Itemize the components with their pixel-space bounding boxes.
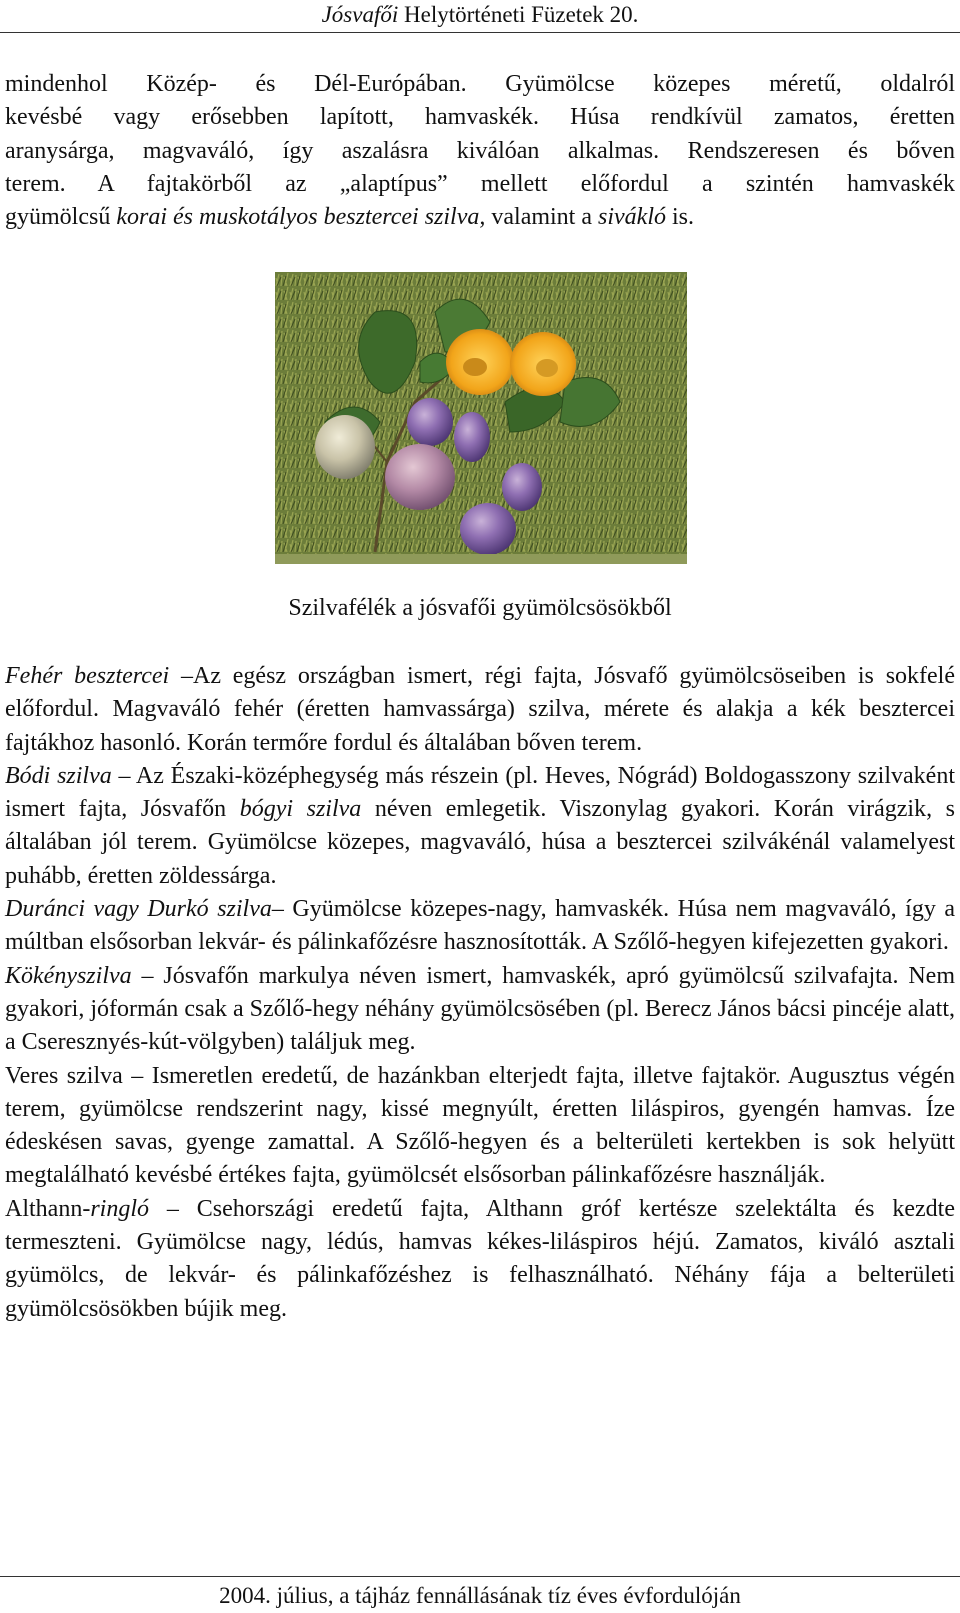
entry-text: – Csehországi eredetű fajta, Althann gróf kertésze szelektálta és kezdte termeszteni. Gyümölcse nagy, lédús, hamvas kékes-liláspiros héjú. Zamatos, kiváló asztali gyümölcs, de lekvár- és pálinkafőzéshez is felhasználható. Néhány fája a belterületi gyümölcsösökben bújik meg. bbox=[5, 1195, 955, 1322]
header-divider bbox=[0, 32, 960, 33]
variety-alt-name: bógyi szilva bbox=[239, 796, 362, 823]
entry-veres-szilva bbox=[5, 1060, 955, 1193]
footer-divider bbox=[0, 1576, 960, 1577]
variety-name: sivákló bbox=[598, 204, 666, 231]
entry-text: – Az Északi-középhegység más részein (pl. Heves, Nógrád) Boldogasszony szilvaként ismert fajta, Jósvafőn bbox=[5, 762, 955, 823]
page-header bbox=[0, 0, 960, 32]
intro-line: kevésbé vagy erősebben lapított, hamvaskék. Húsa rendkívül zamatos, éretten bbox=[5, 104, 955, 131]
entry-duranci-szilva bbox=[5, 893, 955, 960]
intro-line: aranysárga, magvaváló, így aszalásra kiválóan alkalmas. Rendszeresen és bőven bbox=[5, 137, 955, 164]
plums-photo bbox=[275, 272, 687, 564]
header-title-rest: Helytörténeti Füzetek 20. bbox=[398, 2, 639, 27]
figure-caption: Szilvafélék a jósvafői gyümölcsösökből bbox=[288, 595, 672, 621]
entry-althann-ringlo bbox=[5, 1193, 955, 1326]
variety-name: Kökényszilva bbox=[5, 962, 132, 989]
intro-paragraph bbox=[5, 68, 955, 234]
intro-line: terem. A fajtakörből az „alaptípus” mellett előfordul a szintén hamvaskék bbox=[5, 170, 955, 197]
entry-bodi-szilva bbox=[5, 760, 955, 893]
variety-name: Bódi szilva bbox=[5, 762, 112, 789]
entry-text: – Jósvafőn markulya néven ismert, hamvaskék, apró gyümölcsű szilvafajta. Nem gyakori, jóformán csak a Szőlő-hegy néhány gyümölcsösében (pl. Berecz János bácsi pincéje alatt, a Cseresznyés-kút-völgyben) találjuk meg. bbox=[5, 962, 955, 1056]
page-footer: 2004. július, a tájház fennállásának tíz éves évfordulóján bbox=[219, 1583, 741, 1608]
entry-text: Veres szilva – Ismeretlen eredetű, de hazánkban elterjedt fajta, illetve fajtakör. Augusztus végén terem, gyümölcse rendszerint nagy, kissé megnyúlt, éretten liláspiros, gyengén hamvas. Íze édeskésen savas, gyenge zamattal. A Szőlő-hegyen és a belterületi kertekben is sok helyütt megtalálható kevésbé értékes fajta, gyümölcsét elsősorban pálinkafőzésre használják. bbox=[5, 1062, 955, 1189]
variety-name: ringló bbox=[90, 1195, 149, 1222]
variety-name: Fehér besztercei bbox=[5, 663, 170, 689]
variety-entries bbox=[5, 660, 955, 1326]
variety-name: korai és muskotályos besztercei szilva, bbox=[116, 204, 486, 231]
intro-text: gyümölcsű bbox=[5, 204, 117, 231]
intro-line bbox=[5, 201, 955, 234]
entry-text: néven emlegetik. Viszonylag gyakori. Korán virágzik, s általában jól terem. Gyümölcse közepes, magvaváló, húsa a besztercei szilvákénál valamelyest puhább, éretten zöldessárga. bbox=[5, 796, 955, 889]
entry-text: –Az egész országban ismert, régi fajta, Jósvafő gyümölcsöseiben is sokfelé előfordul. Magvaváló fehér (éretten hamvassárga) szilva, mérete és alakja a kék besztercei fajtákhoz hasonló. Korán termőre fordul és általában bőven terem. bbox=[5, 663, 955, 756]
header-title-italic: Jósvafői bbox=[321, 2, 399, 27]
intro-text: valamint a bbox=[485, 204, 599, 231]
variety-name: Althann- bbox=[5, 1195, 91, 1222]
intro-line: mindenhol Közép- és Dél-Európában. Gyümölcse közepes méretű, oldalról bbox=[5, 71, 955, 97]
intro-text: is. bbox=[666, 204, 695, 231]
entry-feher-besztercei bbox=[5, 660, 955, 760]
entry-text: – Gyümölcse közepes-nagy, hamvaskék. Húsa nem magvaváló, így a múltban elsősorban lekvár- és pálinkafőzésre hasznosították. A Szőlő-hegyen kifejezetten gyakori. bbox=[5, 896, 955, 956]
entry-kokenyszilva bbox=[5, 960, 955, 1060]
variety-name: Duránci vagy Durkó szilva bbox=[5, 896, 272, 923]
plums-photo-image bbox=[275, 272, 687, 564]
